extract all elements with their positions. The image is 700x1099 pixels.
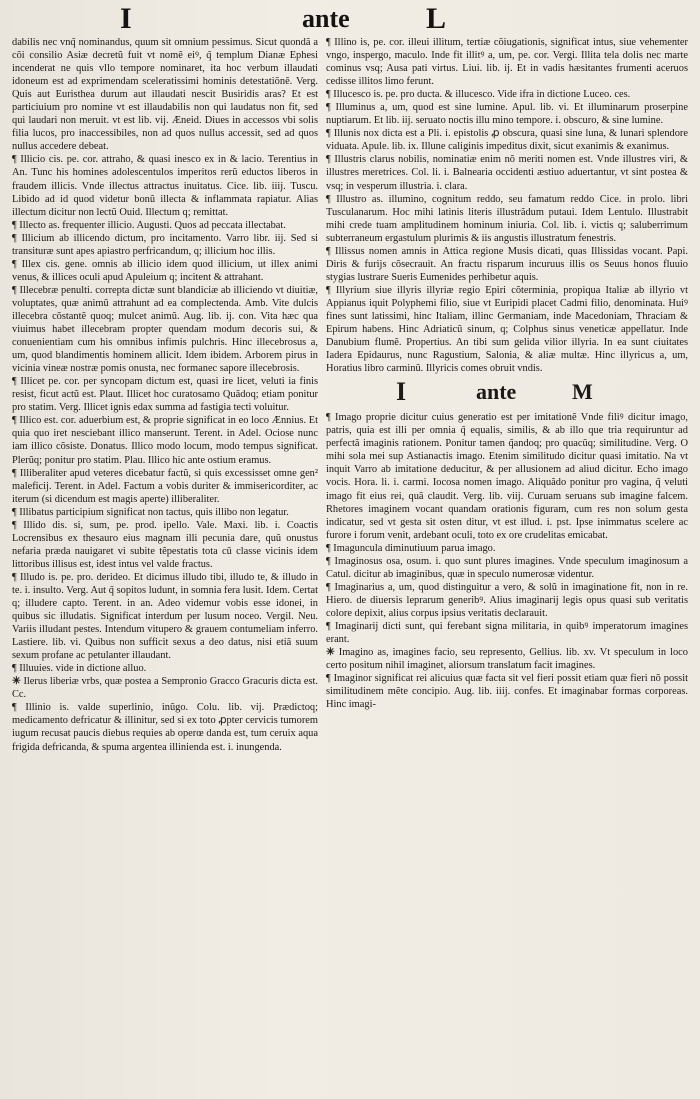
entry-illaudatus: dabilis nec vnq̃ nominandus, quum sit omnium pessimus. Sicut quondã a cõi consilio Asiæ decretũ fuit vt nomẽ eiꝰ, q̃ templum Dianæ Ephesi incenderat ne quis vllo tempore nominaret, ita hoc verbum illaudati idoneum est ad exprimendam sceleratissimi hominis detestatiõnẽ. Verg. Quis aut Euristhea durum aut illaudati nescit Busiridis aras? Et est particiuium pro nomine vt est illaudabilis non qui laudatus non fit, sed qui laudari non meruit. vt est lib. vij. Æneid. Diues in accessos vbi solis filia lucos, pro inaccessibiles, non ad quos nullus accessit, sed ad quos nullus accedere debeat. (12, 37, 318, 153)
entry-imago: ¶ Imago proprie dicitur cuius generatio est per imitationẽ Vnde filiꝰ dicitur imago, patris, quia est illi per omnia q̃ equalis, similis, & ab illo que tria requiruntur ad perfectã imaginis rationem. Ponitur tamen q̃andoq; pro quacũq; similitudine. Verg. O mihi sola mei sup Astianactis imago. Etenim similitudo dicitur quasi imitatio. Na vt inquit Varro ab imitatione deducitur, & per allusionem ad aliud dicitur. Echo imago vocis. Hora. li. i. carmi. Iocosa nomen imago. Aliquãdo ponitur pro vagina, q̃ veluti imago fit eius rei, quã claudit. Verg. lib. viij. Curuam seruans sub imagine falcem. Rhetores imaginem vocant quandam orationis figuram, cum res non solum gesta indicatur, sed vt gesta sit osten ditur, vt est illud. i. pst. Ipse inimmatus scelere ac furore i forum venit, ardebant oculi, toto ex ore crudelitas emicabat. (326, 412, 688, 541)
entry-illustro: ¶ Illustro as. illumino, cognitum reddo, seu famatum reddo Cice. in prolo. libri Tusculanarum. Hoc mihi latinis literis illustrãdum putaui. Idem Lentulo. Illustrabit mihi crede tuam amplitudinem hominum iniuria. Col. lib. i. victis q; saluberrimum subterraneum ergastulum plurimis & iis angustis illustratum fenestris. (326, 193, 688, 244)
entry-illuminus: ¶ Illuminus a, um, quod est sine lumine. Apul. lib. vi. Et illuminarum proserpine nuptiarum. Et lib. iij. seruato noctis illu mino tempore. i. obscuro, & sine lumine. (326, 102, 688, 127)
entry-illicium: ¶ Illicium ab illicendo dictum, pro incitamento. Varro libr. iij. Sed si transituræ sunt apes apiastro perfricandum, q; illicium hoc illis. (12, 232, 318, 257)
entry-imaginor: ¶ Imaginor significat rei alicuius quæ facta sit vel fieri possit etiam quæ fieri nõ possit similitudinem mẽte concipio. Aug. lib. iiij. confes. Et imaginabar formas corporeas. Hinc imagi- (326, 673, 688, 711)
entry-illicet: ¶ Illicet pe. cor. per syncopam dictum est, quasi ire licet, veluti ia finis resist, ficut actũ est. Plaut. Illicet hoc curatosamo Quãdoq; etiam ponitur pro statim. Verg. Illicet ignis edax summa ad fastigia tecti voluitur. (12, 376, 318, 414)
entry-illucesco: ¶ Illucesco is. pe. pro ducta. & illucesco. Vide ifra in dictione Luceo. ces. (326, 89, 631, 101)
entry-imaginarius: ¶ Imaginarius a, um, quod distinguitur a vero, & solũ in imaginatione fit, non in re. Hiero. de diuersis leprarum generibꝰ. Alius imaginarij legis opus quasi sub veritatis colore depixit, alius corpus ipsius veritatis declarauit. (326, 581, 688, 619)
entry-imaginarii: ¶ Imaginarij dicti sunt, qui ferebant signa militaria, in quibꝰ imperatorum imagines erant. (326, 620, 688, 646)
entry-illecebrae: ¶ Illecebræ penulti. correpta dictæ sunt blandiciæ ab illiciendo vt diuitiæ, voluptates, quæ animũ attrahunt ad ea complectenda. Amb. Vite dulcis illecebra cõstantẽ quoq; mulcet animũ. Aug. lib. ij. con. Vita hæc qua viuimus habet illecebram propter quendam modum decoris sui, & conuenientiam cum his omnibus infimis pulchris. Hinc illecebrosus a, um, quod blandimentis hominem allicit. Idem ibidem. Arborem pirus in vicinia vineæ nostræ pomis onusta, nec formanec sapore illecebrosis. (12, 284, 318, 375)
section-heading (326, 377, 688, 407)
entry-illido: ¶ Illido dis. si, sum, pe. prod. ipello. Vale. Maxi. lib. i. Coactis Locrensibus ex thesauro eius magnam illi pecunia dare, quũ onustus nefaria præda nauigaret vi subite tẽpestatis tota cũ classe vicinis idem littoribus illisus est, idest intus vel valde fractus. (12, 519, 318, 570)
entry-illex: ¶ Illex cis. gene. omnis ab illicio idem quod illicium, ut illex animi venus, & illices oculi apud Apuleium q; incitent & attrahant. (12, 258, 318, 283)
entry-illissus: ¶ Illissus nomen amnis in Attica regione Musis dicati, quas Illissidas vocant. Papi. Diris & furijs cõsecrauit. An fractu risparum incuruus illis os Seuus honos fluuio stygias lustrare Sueris Eumenides perhibetur aquis. (326, 245, 688, 283)
right-column (326, 36, 688, 1056)
entry-illinio: ¶ Illinio is. valde superlinio, inũgo. Colu. lib. vij. Prædictoq; medicamento defricatur & illinitur, sed si ex toto ꝓpter cervicis tumorem iugum recusat paucis diebus requies ab operœ danda est, tum ceruix aqua frigida defricanda, & spuma argentea illinienda est. i. inungenda. (12, 702, 318, 753)
entry-ilerus: ✳ Ilerus liberiæ vrbs, quæ postea a Sempronio Gracco Gracuris dicta est. Cc. (12, 676, 318, 701)
section-heading-word: ante (476, 379, 517, 405)
header-letter-right: L (426, 2, 447, 35)
entry-illuuies: ¶ Illuuies. vide in dictione alluo. (12, 663, 147, 675)
entry-illunis: ¶ Illunis nox dicta est a Pli. i. epistolis ꝓ obscura, quasi sine luna, & lunari splendore viduata. Apule. lib. ix. Illune caliginis impeditus dixit, sicut exanimis & exanimus. (326, 128, 688, 153)
entry-illecto: ¶ Illecto as. frequenter illicio. Augusti. Quos ad peccata illectabat. (12, 219, 286, 231)
section-heading-letter: I (396, 377, 407, 407)
entry-illino: ¶ Illino is, pe. cor. illeui illitum, tertiæ cõiugationis, significat intus, siue vehementer vngo, inspergo, maculo. Inde fit illitꝰ a, um, pe. cor. Vergi. Illita tela dolis nec marte cominus vsq; Ausa pati virtus. Liui. lib. ij. Et in vadis hæsitantes frumenti aceruos cedisse illitos limo ferunt. (326, 37, 688, 88)
left-column (12, 36, 318, 986)
page-header (0, 2, 700, 36)
header-title: ante (302, 4, 350, 33)
entry-imaguncula: ¶ Imaguncula diminutiuum parua imago. (326, 542, 496, 554)
entry-illyrium: ¶ Illyrium siue illyris illyriæ regio Epiri cõterminia, propiqua Italiæ ab illyrio vt Appianus iquit Polyphemi filio, siue vt Euripidi placet Cadmi filio, denominata. Huiꝰ fines sunt latissimi, hinc Italiam, illinc Germaniam, inde Macedoniam, Thraciam & Epirum habens. Hinc Adriaticũ sinum, q; Colphus sinus veneticæ appellatur. Inde Danubium flumẽ. Propertius. An tibi sum gelida vilior illyria. In ea sunt ciuitates Iadera Epidaurus, nunc Ragustium, Salonia, & aliæ multæ. Hinc illyricus a, um, Horatius libro carminũ. Illyricis comes obruit vndis. (326, 284, 688, 375)
entry-illiberaliter: ¶ Illiberaliter apud veteres dicebatur factũ, si quis excessisset omne gen² maleficij. Terent. in Adel. Factum a vobis duriter & immisericorditer, ac iterum (si dicendum est magis aperte) illiberaliter. (12, 467, 318, 505)
entry-illibatus: ¶ Illibatus participium significat non tactus, quis illibo non legatur. (12, 506, 289, 518)
entry-imaginosus: ¶ Imaginosus osa, osum. i. quo sunt plures imagines. Vnde speculum imaginosum a Catul. dicitur ab imaginibus, quæ in speculo numerosæ videntur. (326, 555, 688, 580)
entry-illudo: ¶ Illudo is. pe. pro. derideo. Et dicimus illudo tibi, illudo te, & illudo in te. i. insulto. Verg. Aut q̃ sopitos ludunt, in somnia fera lusit. Idem. Certat q; illudere capto. Terent. in an. Adeo videmur vobis esse idonei, in quibus sic illudatis. Significat interdum per lusum noceo. Vergil. Neu. Variis illudant pestes. Intendum vitupero & grauem contumeliam inferro. Lastiere. lib. vi. Quibus non sufficit sexus a deo datus, nisi etiã suum sexum profane ac petulanter illaudant. (12, 571, 318, 662)
entry-imagino: ✳ Imagino as, imagines facio, seu represento, Gellius. lib. xv. Vt speculum in loco certo positum nihil imaginet, aliorsum translatum facit imagines. (326, 647, 688, 672)
section-heading-capital: M (572, 379, 593, 405)
entry-illustris: ¶ Illustris clarus nobilis, nominatiæ enim nõ meriti nomen est. Vnde illustres viri, & illustres meretrices. Col. li. i. Balnearia occidenti æstiuo aduertantur, vt sint postea & vsq; in vesperum illustria. i. clara. (326, 154, 688, 192)
entry-illicio: ¶ Illicio cis. pe. cor. attraho, & quasi inesco ex in & lacio. Terentius in An. Tunc his homines adolescentulos imperitos rerũ eductos liberos in fraudem illicis. Vnde illectus attractus inuitatus. Cice. lib. iiij. Tuscu. Libido ad id quod videtur bonũ illecta & inflammata rapiatur. Alias illectum dicitur non lectũ Ouid. Illectum q; remittat. (12, 154, 318, 218)
header-letter-left: I (120, 2, 132, 35)
entry-illico: ¶ Illico est. cor. aduerbium est, & proprie significat in eo loco Ænnius. Et quia quo iret nesciebant illico manserunt. Terent. in Adel. Ociose nunc iam illico cõsiste. Donatus. Illico modo locum, modo tempus significat. Plerũq; ponitur pro statim. Plau. Illico hic ante ostium eramus. (12, 415, 318, 466)
